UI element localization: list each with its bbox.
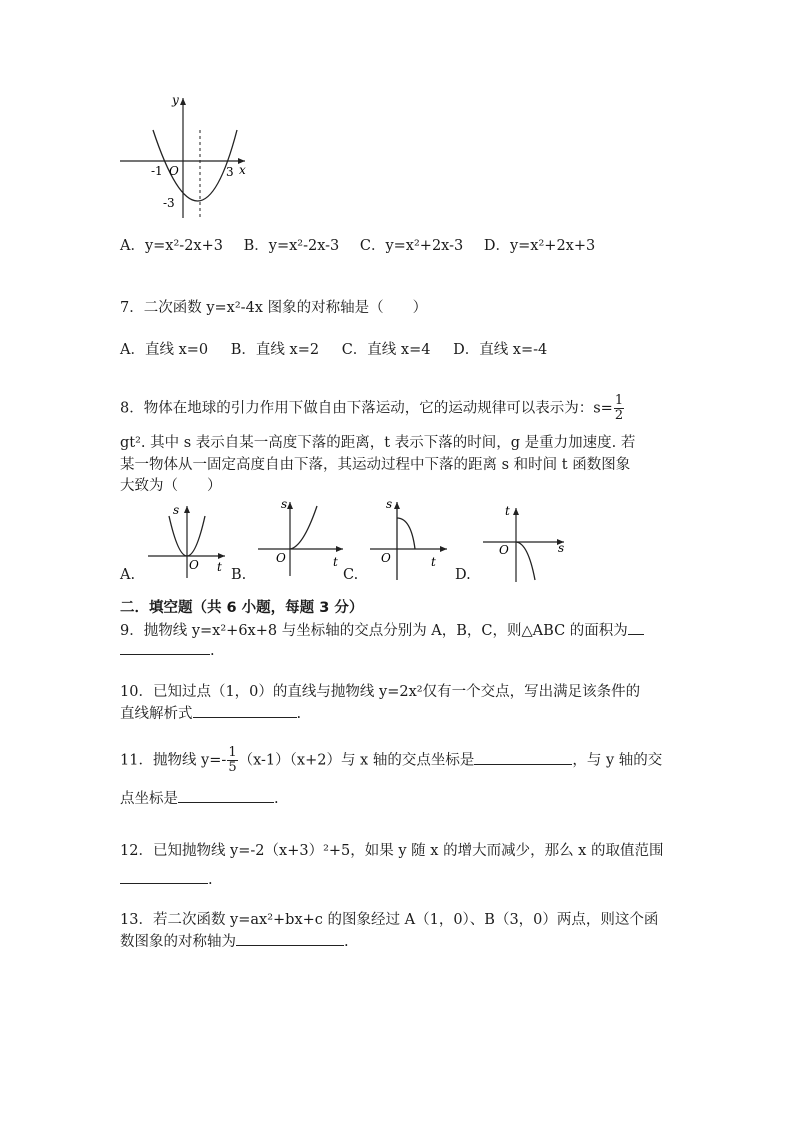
q11-line2: 点坐标是 .: [120, 787, 279, 808]
q9-line2: .: [120, 640, 215, 659]
q11-fraction: $\frac{1}{5}$: [228, 745, 237, 775]
q8-line1: 8．物体在地球的引力作用下做自由下落运动，它的运动规律可以表示为：s= $\frac{1}{2}$: [120, 393, 624, 423]
q8c-h-label: t: [431, 555, 436, 569]
q8-line3: 某一物体从一固定高度自由下落，其运动过程中下落的距离 s 和时间 t 函数图象: [120, 457, 631, 473]
q11-answer-blank-x[interactable]: [474, 750, 572, 765]
q11-answer-blank-y[interactable]: [178, 788, 274, 803]
y-axis-label: y: [172, 93, 179, 107]
q7-option-c[interactable]: C．直线 x=4: [341, 342, 431, 358]
q6-option-a[interactable]: A．y=x²-2x+3: [120, 238, 223, 254]
q13-line1: 13．若二次函数 y=ax²+bx+c 的图象经过 A（1，0）、B（3，0）两点，则这个函: [120, 912, 659, 928]
q9-line1: 9．抛物线 y=x²+6x+8 与坐标轴的交点分别为 A，B，C，则△ABC 的面积为: [120, 619, 644, 640]
q8c-origin: O: [381, 551, 391, 565]
q7-option-d[interactable]: D．直线 x=-4: [453, 342, 548, 358]
q8-graph-c: [367, 494, 457, 582]
origin-label: O: [169, 164, 179, 178]
q13-line2: 数图象的对称轴为 .: [120, 930, 349, 951]
q8-option-a[interactable]: A.: [120, 567, 136, 583]
q8d-v-label: t: [505, 504, 510, 518]
q8-graph-b: [255, 494, 350, 579]
q8-graph-d: [480, 500, 575, 585]
parabola-curve: [153, 130, 237, 201]
q8a-origin: O: [189, 558, 199, 572]
q8a-v-label: s: [173, 503, 180, 517]
q7-options: [120, 338, 547, 359]
tick-label-3: 3: [226, 165, 234, 179]
tick-label-neg3: -3: [163, 196, 175, 210]
q8-option-b[interactable]: B.: [231, 567, 247, 583]
q9-answer-blank-a[interactable]: [628, 620, 644, 635]
section2-heading: 二．填空题（共 6 小题，每题 3 分）: [120, 600, 364, 616]
q8b-h-label: t: [333, 555, 338, 569]
q9-answer-blank[interactable]: [120, 640, 210, 655]
parabola-graph: [115, 90, 255, 225]
q7-stem: 7．二次函数 y=x²-4x 图象的对称轴是（ ）: [120, 300, 428, 316]
q10-answer-blank[interactable]: [193, 703, 297, 718]
q8b-origin: O: [276, 551, 286, 565]
q6-option-d[interactable]: D．y=x²+2x+3: [483, 238, 596, 254]
q12-answer-blank[interactable]: [120, 869, 208, 884]
q8d-h-label: s: [558, 541, 565, 555]
q6-options: [120, 234, 595, 255]
q8-fraction: $\frac{1}{2}$: [614, 393, 624, 423]
q6-option-b[interactable]: B．y=x²-2x-3: [243, 238, 340, 254]
q7-option-a[interactable]: A．直线 x=0: [120, 342, 209, 358]
q8c-v-label: s: [386, 497, 393, 511]
q10-line1: 10．已知过点（1，0）的直线与抛物线 y=2x²仅有一个交点，写出满足该条件的: [120, 684, 641, 700]
q12-line2: .: [120, 869, 213, 888]
q8-line4: 大致为（ ）: [120, 478, 222, 494]
q8-option-d[interactable]: D.: [455, 567, 471, 583]
q13-answer-blank[interactable]: [236, 931, 344, 946]
q8-graph-a: [145, 498, 235, 583]
q10-line2: 直线解析式 .: [120, 702, 301, 723]
q12-line1: 12．已知抛物线 y=-2（x+3）²+5，如果 y 随 x 的增大而减少，那么 x 的取值范围: [120, 843, 664, 859]
tick-label-neg1: -1: [151, 164, 163, 178]
q8a-h-label: t: [217, 560, 222, 574]
x-axis-label: x: [239, 163, 246, 177]
q7-option-b[interactable]: B．直线 x=2: [230, 342, 320, 358]
q8-option-c[interactable]: C.: [343, 567, 359, 583]
q11-line1: 11．抛物线 y=- $\frac{1}{5}$ （x-1）（x+2）与 x 轴的交点坐标是 ，与 y 轴的交: [120, 745, 663, 775]
q6-option-c[interactable]: C．y=x²+2x-3: [359, 238, 464, 254]
q8b-v-label: s: [281, 497, 288, 511]
q8-line2: gt². 其中 s 表示自某一高度下落的距离，t 表示下落的时间，g 是重力加速度. 若: [120, 435, 636, 451]
q8d-origin: O: [499, 543, 509, 557]
